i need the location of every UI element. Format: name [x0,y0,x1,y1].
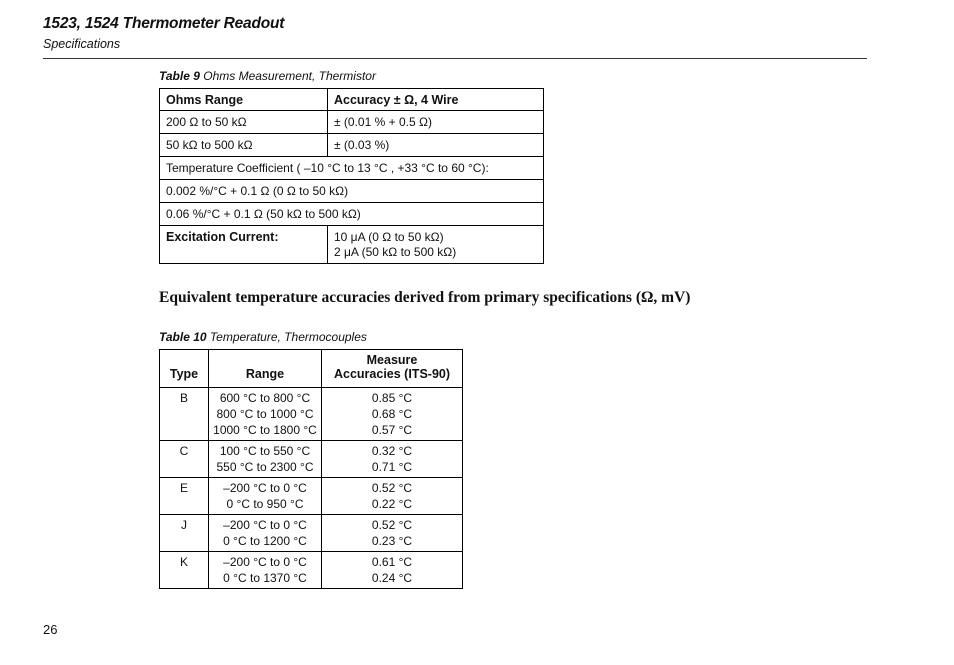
ohms-thermistor-table [159,88,544,264]
accuracy-cell [322,441,463,478]
excitation-value: 10 μA (0 Ω to 50 kΩ) [334,230,444,244]
thermocouple-type: B [160,388,209,441]
range-value: –200 °C to 0 °C [223,555,307,569]
table10-caption-label: Table 10 [159,330,207,344]
accuracy-value: 0.57 °C [371,423,413,437]
excitation-label: Excitation Current: [160,226,328,264]
page-header-title: 1523, 1524 Thermometer Readout [43,15,285,32]
table-cell: ± (0.03 %) [328,134,544,157]
accuracy-value: 0.71 °C [371,460,413,474]
column-header-ohms-range: Ohms Range [160,89,328,111]
thermocouple-type: K [160,552,209,589]
table-row [160,388,463,441]
header-divider [43,58,867,59]
table-cell: 200 Ω to 50 kΩ [160,111,328,134]
range-cell [209,552,322,589]
table9-caption-text: Ohms Measurement, Thermistor [203,69,376,83]
range-value: 0 °C to 1200 °C [223,534,307,548]
range-value: 800 °C to 1000 °C [216,407,314,421]
accuracy-value: 0.23 °C [371,534,413,548]
range-value: –200 °C to 0 °C [223,518,307,532]
table-row [160,478,463,515]
table-row [160,203,544,226]
table-row [160,134,544,157]
table-row [160,226,544,264]
thermocouple-type: J [160,515,209,552]
range-value: 0 °C to 1370 °C [223,571,307,585]
table-cell: ± (0.01 % + 0.5 Ω) [328,111,544,134]
accuracy-cell [322,515,463,552]
accuracy-value: 0.52 °C [371,481,413,495]
accuracy-cell [322,552,463,589]
range-value: –200 °C to 0 °C [223,481,307,495]
column-header-accuracy: Accuracy ± Ω, 4 Wire [328,89,544,111]
range-cell [209,515,322,552]
table-cell: 50 kΩ to 500 kΩ [160,134,328,157]
tempco-row: 0.06 %/°C + 0.1 Ω (50 kΩ to 500 kΩ) [160,203,544,226]
range-value: 550 °C to 2300 °C [216,460,314,474]
column-header-range: Range [209,350,322,388]
table10-caption-text: Temperature, Thermocouples [209,330,367,344]
accuracy-value: 0.22 °C [371,497,413,511]
excitation-values [328,226,544,264]
table-header-row [160,350,463,388]
column-header-accuracy-line2: Accuracies (ITS-90) [333,367,451,381]
range-cell [209,388,322,441]
table9-caption-label: Table 9 [159,69,200,83]
range-value: 600 °C to 800 °C [219,391,311,405]
accuracy-cell [322,478,463,515]
table-row [160,157,544,180]
column-header-accuracy-line1: Measure [366,353,418,367]
table-header-row [160,89,544,111]
excitation-value: 2 μA (50 kΩ to 500 kΩ) [334,245,457,259]
thermocouple-table [159,349,463,589]
thermocouple-type: E [160,478,209,515]
table10-caption [159,330,367,344]
range-cell [209,441,322,478]
accuracy-value: 0.85 °C [371,391,413,405]
table-row [160,552,463,589]
range-cell [209,478,322,515]
section-heading: Equivalent temperature accuracies derived from primary specifications (Ω, mV) [159,289,691,306]
page-number: 26 [43,622,58,637]
accuracy-cell [322,388,463,441]
table-row [160,111,544,134]
accuracy-value: 0.61 °C [371,555,413,569]
accuracy-value: 0.32 °C [371,444,413,458]
range-value: 1000 °C to 1800 °C [213,423,317,437]
range-value: 100 °C to 550 °C [219,444,311,458]
table-row [160,441,463,478]
column-header-type: Type [160,350,209,388]
table-row [160,515,463,552]
accuracy-value: 0.24 °C [371,571,413,585]
accuracy-value: 0.52 °C [371,518,413,532]
tempco-label: Temperature Coefficient ( –10 °C to 13 °C , +33 °C to 60 °C): [160,157,544,180]
accuracy-value: 0.68 °C [371,407,413,421]
table9-caption [159,69,376,83]
page-header-subtitle: Specifications [43,37,121,51]
table-row [160,180,544,203]
range-value: 0 °C to 950 °C [226,497,304,511]
column-header-accuracy [322,350,463,388]
thermocouple-type: C [160,441,209,478]
thermocouple-table-body [160,388,463,589]
tempco-row: 0.002 %/°C + 0.1 Ω (0 Ω to 50 kΩ) [160,180,544,203]
